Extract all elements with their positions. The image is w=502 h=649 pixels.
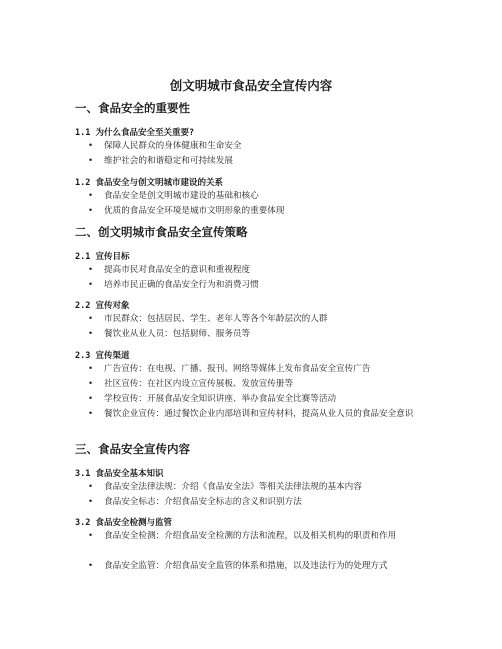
list-item: • 提高市民对食品安全的意识和重视程度 — [88, 265, 251, 275]
bullet-icon: • — [88, 156, 94, 166]
bullet-icon: • — [88, 141, 94, 151]
list-item: • 餐饮业从业人员：包括厨师、服务员等 — [88, 329, 251, 339]
list-item: • 食品安全是创文明城市建设的基础和核心 — [88, 191, 259, 201]
bullet-icon: • — [88, 409, 94, 419]
bullet-icon: • — [88, 206, 94, 216]
list-item: • 广告宣传：在电视、广播、报刊、网络等媒体上发布食品安全宣传广告 — [88, 364, 371, 374]
document-title: 创文明城市食品安全宣传内容 — [169, 78, 333, 93]
subsection-heading: 1.2 食品安全与创文明城市建设的关系 — [75, 178, 223, 188]
list-item: • 食品安全检测：介绍食品安全检测的方法和流程，以及相关机构的职责和作用 — [88, 531, 397, 541]
subsection-heading: 3.1 食品安全基本知识 — [75, 469, 164, 479]
bullet-icon: • — [88, 364, 94, 374]
list-item: • 食品安全标志：介绍食品安全标志的含义和识别方法 — [88, 497, 302, 507]
list-item: • 学校宣传：开展食品安全知识讲座、举办食品安全比赛等活动 — [88, 394, 337, 404]
subsection-heading: 2.2 宣传对象 — [75, 301, 130, 311]
bullet-icon: • — [88, 497, 94, 507]
list-item: • 食品安全监管：介绍食品安全监管的体系和措施，以及违法行为的处理方式 — [88, 561, 388, 571]
list-item: • 社区宣传：在社区内设立宣传展板、发放宣传册等 — [88, 379, 294, 389]
section-heading: 二、创文明城市食品安全宣传策略 — [75, 225, 248, 239]
bullet-icon: • — [88, 394, 94, 404]
bullet-icon: • — [88, 482, 94, 492]
list-item: • 食品安全法律法规：介绍《食品安全法》等相关法律法规的基本内容 — [88, 482, 362, 492]
bullet-icon: • — [88, 280, 94, 290]
bullet-icon: • — [88, 265, 94, 275]
bullet-icon: • — [88, 329, 94, 339]
subsection-heading: 1.1 为什么食品安全至关重要? — [75, 128, 195, 138]
list-item: • 维护社会的和谐稳定和可持续发展 — [88, 156, 233, 166]
list-item: • 培养市民正确的食品安全行为和消费习惯 — [88, 280, 259, 290]
bullet-icon: • — [88, 191, 94, 201]
subsection-heading: 3.2 食品安全检测与监管 — [75, 518, 172, 528]
list-item: • 餐饮企业宣传：通过餐饮企业内部培训和宣传材料，提高从业人员的食品安全意识 — [88, 409, 414, 419]
bullet-icon: • — [88, 379, 94, 389]
subsection-heading: 2.3 宣传渠道 — [75, 351, 130, 361]
list-item: • 优质的食品安全环境是城市文明形象的重要体现 — [88, 206, 285, 216]
list-item: • 保障人民群众的身体健康和生命安全 — [88, 141, 242, 151]
bullet-icon: • — [88, 314, 94, 324]
list-item: • 市民群众：包括居民、学生、老年人等各个年龄层次的人群 — [88, 314, 328, 324]
bullet-icon: • — [88, 531, 94, 541]
section-heading: 一、食品安全的重要性 — [75, 101, 190, 115]
section-heading: 三、食品安全宣传内容 — [75, 442, 190, 456]
subsection-heading: 2.1 宣传目标 — [75, 252, 130, 262]
bullet-icon: • — [88, 561, 94, 571]
